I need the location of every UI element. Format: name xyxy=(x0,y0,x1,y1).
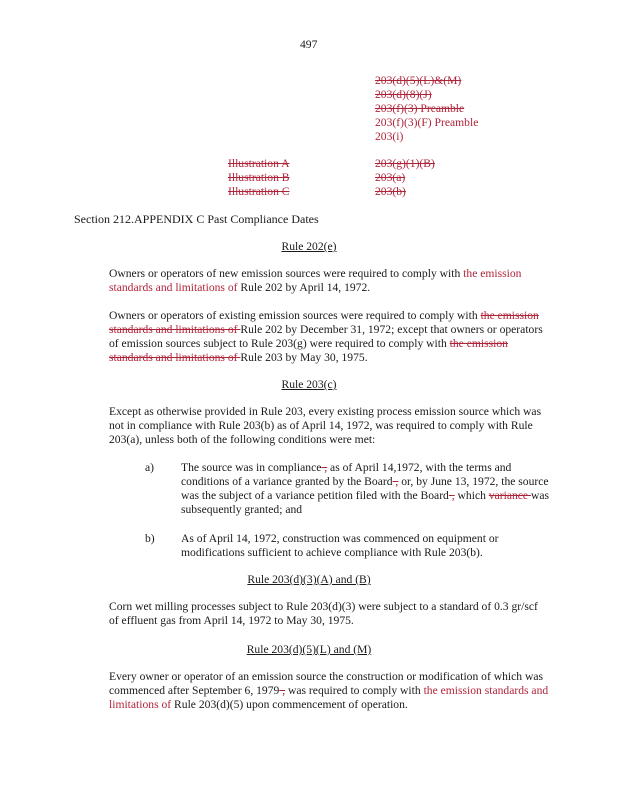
rule-heading: Rule 203(c) xyxy=(281,378,337,391)
inserted-text: the emission standards and limitations of xyxy=(109,684,549,711)
list-item: As of April 14, 1972, construction was commenced on equipment or modifications sufficient to achieve compliance with Rule 203(b). xyxy=(181,532,499,559)
paragraph: Corn wet milling processes subject to Rule 203(d)(3) were subject to a standard of 0.3 gr/scf of effluent gas from April 14, 1972 to May 30, 1975. xyxy=(109,600,538,627)
section-title: Section 212.APPENDIX C Past Compliance Dates xyxy=(74,212,319,226)
paragraph: Owners or operators of existing emission sources were required to comply with the emission standards and limitations of Rule 202 by December 31, 1972; except that owners or operators of emission sources subject to Rule 203(g) were required to comply with the emission standards and limitations of Rule 203 by May 30, 1975. xyxy=(109,309,543,364)
index-illustration-deleted: Illustration A xyxy=(228,157,290,170)
index-entry-deleted: 203(f)(3) Preamble xyxy=(375,102,465,115)
list-item-label: a) xyxy=(145,461,155,474)
deleted-text: , xyxy=(448,489,455,502)
rule-heading: Rule 202(e) xyxy=(281,240,337,253)
rule-heading: Rule 203(d)(5)(L) and (M) xyxy=(246,643,372,656)
paragraph: Except as otherwise provided in Rule 203, every existing process emission source which was not in compliance with Rule 203(b) as of April 14, 1972, was required to comply with Rule 203(a), unless both of the following conditions were met: xyxy=(109,405,542,446)
deleted-text: , xyxy=(279,684,286,697)
index-entry-inserted: 203(i) xyxy=(375,130,404,143)
deleted-text: the emission standards and limitations of xyxy=(109,309,539,336)
deleted-text: , xyxy=(321,461,328,474)
index-entry-deleted: 203(a) xyxy=(375,171,406,184)
list-item: The source was in compliance , as of April 14,1972, with the terms and conditions of a variance granted by the Board , or, by June 13, 1972, the source was the subject of a variance petition filed with the Board , which variance was subsequently granted; and xyxy=(181,461,549,516)
index-illustration-deleted: Illustration B xyxy=(228,171,290,184)
page-number: 497 xyxy=(300,38,318,51)
index-entry-deleted: 203(d)(5)(L)&(M) xyxy=(375,74,462,87)
paragraph: Every owner or operator of an emission source the construction or modification of which was commenced after September 6, 1979 , was required to comply with the emission standards and limitations of Rule 203(d)(5) upon commencement of operation. xyxy=(109,670,549,711)
index-entry-deleted: 203(g)(1)(B) xyxy=(375,157,435,170)
deleted-text: variance xyxy=(488,489,531,502)
index-entry-inserted: 203(f)(3)(F) Preamble xyxy=(375,116,479,129)
inserted-text: the emission standards and limitations of xyxy=(109,267,522,294)
list-item-label: b) xyxy=(145,532,155,545)
index-entry-deleted: 203(b) xyxy=(375,185,406,198)
index-illustration-deleted: Illustration C xyxy=(228,185,290,198)
deleted-text: , xyxy=(392,475,399,488)
paragraph: Owners or operators of new emission sources were required to comply with the emission standards and limitations of Rule 202 by April 14, 1972. xyxy=(109,267,522,294)
rule-heading: Rule 203(d)(3)(A) and (B) xyxy=(247,573,371,586)
deleted-text: the emission standards and limitations of xyxy=(109,337,508,364)
index-entry-deleted: 203(d)(8)(J) xyxy=(375,88,432,101)
